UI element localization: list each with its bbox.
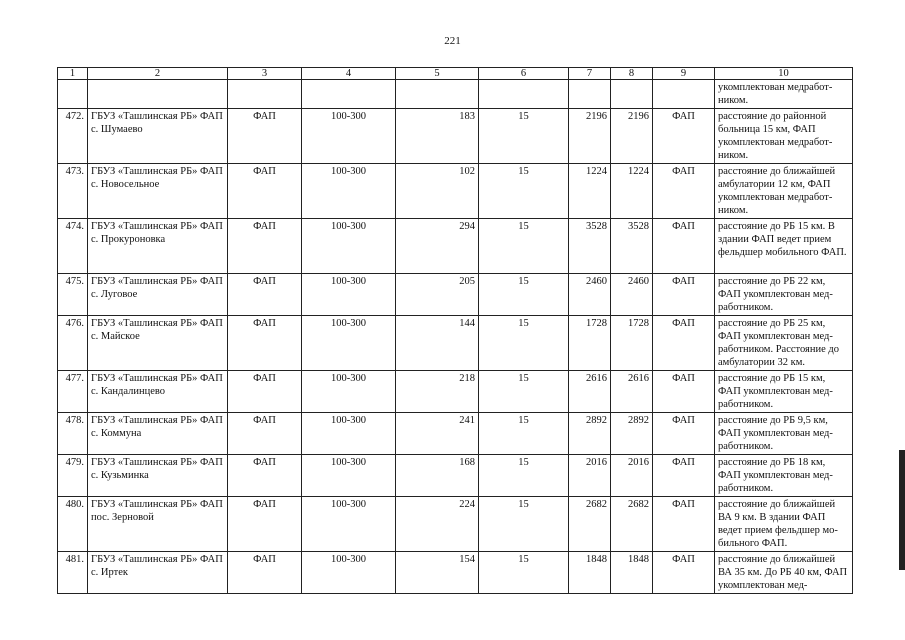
row-number: 480.: [58, 497, 88, 552]
value-col7: 2460: [569, 274, 611, 316]
table-row: [58, 109, 853, 164]
row-number: 479.: [58, 455, 88, 497]
facility-type-target: ФАП: [653, 497, 715, 552]
facility-name: ГБУЗ «Ташлинская РБ» ФАП с. Коммуна: [88, 413, 228, 455]
value-col7: 1848: [569, 552, 611, 594]
facility-name: ГБУЗ «Ташлинская РБ» ФАП с. Кузьминка: [88, 455, 228, 497]
note: расстояние до РБ 15 км. В здании ФАП ведет прием фельдшер мобильного ФАП.: [715, 219, 853, 274]
population-range: 100-300: [302, 552, 396, 594]
value-col6: 15: [479, 413, 569, 455]
population-range: 100-300: [302, 497, 396, 552]
table-row: [58, 219, 853, 274]
value-col5: 218: [396, 371, 479, 413]
value-col5: 224: [396, 497, 479, 552]
continuation-note: укомплектован медработ-ником.: [715, 80, 853, 109]
column-header: 8: [611, 68, 653, 80]
facility-name: ГБУЗ «Ташлинская РБ» ФАП с. Прокуроновка: [88, 219, 228, 274]
continuation-row: [58, 80, 853, 109]
facility-type: ФАП: [228, 552, 302, 594]
value-col5: 205: [396, 274, 479, 316]
facility-type-target: ФАП: [653, 413, 715, 455]
facility-type-target: ФАП: [653, 552, 715, 594]
facility-type: ФАП: [228, 316, 302, 371]
facility-type-target: ФАП: [653, 371, 715, 413]
value-col5: 154: [396, 552, 479, 594]
value-col5: 102: [396, 164, 479, 219]
value-col6: 15: [479, 497, 569, 552]
row-number: 475.: [58, 274, 88, 316]
row-number: 472.: [58, 109, 88, 164]
column-header: 2: [88, 68, 228, 80]
table-row: [58, 164, 853, 219]
facility-name: ГБУЗ «Ташлинская РБ» ФАП с. Кандалинцево: [88, 371, 228, 413]
value-col7: 3528: [569, 219, 611, 274]
value-col5: 144: [396, 316, 479, 371]
facility-name: ГБУЗ «Ташлинская РБ» ФАП с. Майское: [88, 316, 228, 371]
facility-name: ГБУЗ «Ташлинская РБ» ФАП с. Иртек: [88, 552, 228, 594]
value-col8: 1224: [611, 164, 653, 219]
note: расстояние до РБ 25 км, ФАП укомплектован мед-работником. Расстояние до амбулатории 32 км.: [715, 316, 853, 371]
value-col5: 241: [396, 413, 479, 455]
facility-name: ГБУЗ «Ташлинская РБ» ФАП пос. Зерновой: [88, 497, 228, 552]
population-range: 100-300: [302, 164, 396, 219]
row-number: 473.: [58, 164, 88, 219]
value-col6: 15: [479, 109, 569, 164]
value-col6: 15: [479, 371, 569, 413]
note: расстояние до ближайшей ВА 35 км. До РБ 40 км, ФАП укомплектован мед-: [715, 552, 853, 594]
value-col7: 2196: [569, 109, 611, 164]
scan-edge-mark: [899, 450, 905, 570]
note: расстояние до ближайшей ВА 9 км. В здании ФАП ведет прием фельдшер мо-бильного ФАП.: [715, 497, 853, 552]
column-header: 5: [396, 68, 479, 80]
facility-type: ФАП: [228, 109, 302, 164]
value-col5: 168: [396, 455, 479, 497]
facility-type: ФАП: [228, 371, 302, 413]
facility-type-target: ФАП: [653, 164, 715, 219]
column-header: 6: [479, 68, 569, 80]
note: расстояние до РБ 9,5 км, ФАП укомплектован мед-работником.: [715, 413, 853, 455]
population-range: 100-300: [302, 316, 396, 371]
facility-type-target: ФАП: [653, 274, 715, 316]
table-row: [58, 552, 853, 594]
value-col7: 2616: [569, 371, 611, 413]
value-col8: 2892: [611, 413, 653, 455]
row-number: 481.: [58, 552, 88, 594]
row-number: 478.: [58, 413, 88, 455]
value-col6: 15: [479, 552, 569, 594]
value-col8: 3528: [611, 219, 653, 274]
column-header: 3: [228, 68, 302, 80]
facility-type: ФАП: [228, 274, 302, 316]
row-number: 477.: [58, 371, 88, 413]
page-number: 221: [444, 35, 461, 47]
column-header: 1: [58, 68, 88, 80]
table-row: [58, 316, 853, 371]
value-col8: 1848: [611, 552, 653, 594]
population-range: 100-300: [302, 413, 396, 455]
facility-type-target: ФАП: [653, 219, 715, 274]
value-col8: 2682: [611, 497, 653, 552]
value-col6: 15: [479, 274, 569, 316]
value-col8: 1728: [611, 316, 653, 371]
column-header: 4: [302, 68, 396, 80]
facility-type: ФАП: [228, 219, 302, 274]
value-col5: 294: [396, 219, 479, 274]
note: расстояние до ближайшей амбулатории 12 км, ФАП укомплектован медработ-ником.: [715, 164, 853, 219]
population-range: 100-300: [302, 109, 396, 164]
note: расстояние до РБ 22 км, ФАП укомплектован мед-работником.: [715, 274, 853, 316]
facility-type: ФАП: [228, 497, 302, 552]
table-row: [58, 371, 853, 413]
value-col6: 15: [479, 164, 569, 219]
column-header: 7: [569, 68, 611, 80]
facility-name: ГБУЗ «Ташлинская РБ» ФАП с. Шумаево: [88, 109, 228, 164]
table-row: [58, 497, 853, 552]
header-row: [58, 68, 853, 80]
population-range: 100-300: [302, 455, 396, 497]
note: расстояние до РБ 15 км, ФАП укомплектован мед-работником.: [715, 371, 853, 413]
value-col7: 2016: [569, 455, 611, 497]
facility-type: ФАП: [228, 164, 302, 219]
column-header: 10: [715, 68, 853, 80]
row-number: 474.: [58, 219, 88, 274]
value-col5: 183: [396, 109, 479, 164]
facility-type: ФАП: [228, 413, 302, 455]
value-col8: 2196: [611, 109, 653, 164]
value-col7: 2682: [569, 497, 611, 552]
value-col8: 2616: [611, 371, 653, 413]
note: расстояние до районной больница 15 км, ФАП укомплектован медработ-ником.: [715, 109, 853, 164]
facility-type-target: ФАП: [653, 316, 715, 371]
population-range: 100-300: [302, 219, 396, 274]
value-col8: 2460: [611, 274, 653, 316]
table-row: [58, 274, 853, 316]
value-col6: 15: [479, 316, 569, 371]
value-col7: 1224: [569, 164, 611, 219]
row-number: 476.: [58, 316, 88, 371]
column-header: 9: [653, 68, 715, 80]
value-col7: 2892: [569, 413, 611, 455]
value-col8: 2016: [611, 455, 653, 497]
note: расстояние до РБ 18 км, ФАП укомплектован мед-работником.: [715, 455, 853, 497]
table-row: [58, 455, 853, 497]
value-col6: 15: [479, 455, 569, 497]
table-row: [58, 413, 853, 455]
facility-name: ГБУЗ «Ташлинская РБ» ФАП с. Новосельное: [88, 164, 228, 219]
facilities-table: [57, 67, 853, 594]
value-col7: 1728: [569, 316, 611, 371]
facility-name: ГБУЗ «Ташлинская РБ» ФАП с. Луговое: [88, 274, 228, 316]
facility-type-target: ФАП: [653, 455, 715, 497]
facility-type-target: ФАП: [653, 109, 715, 164]
population-range: 100-300: [302, 274, 396, 316]
population-range: 100-300: [302, 371, 396, 413]
value-col6: 15: [479, 219, 569, 274]
facility-type: ФАП: [228, 455, 302, 497]
